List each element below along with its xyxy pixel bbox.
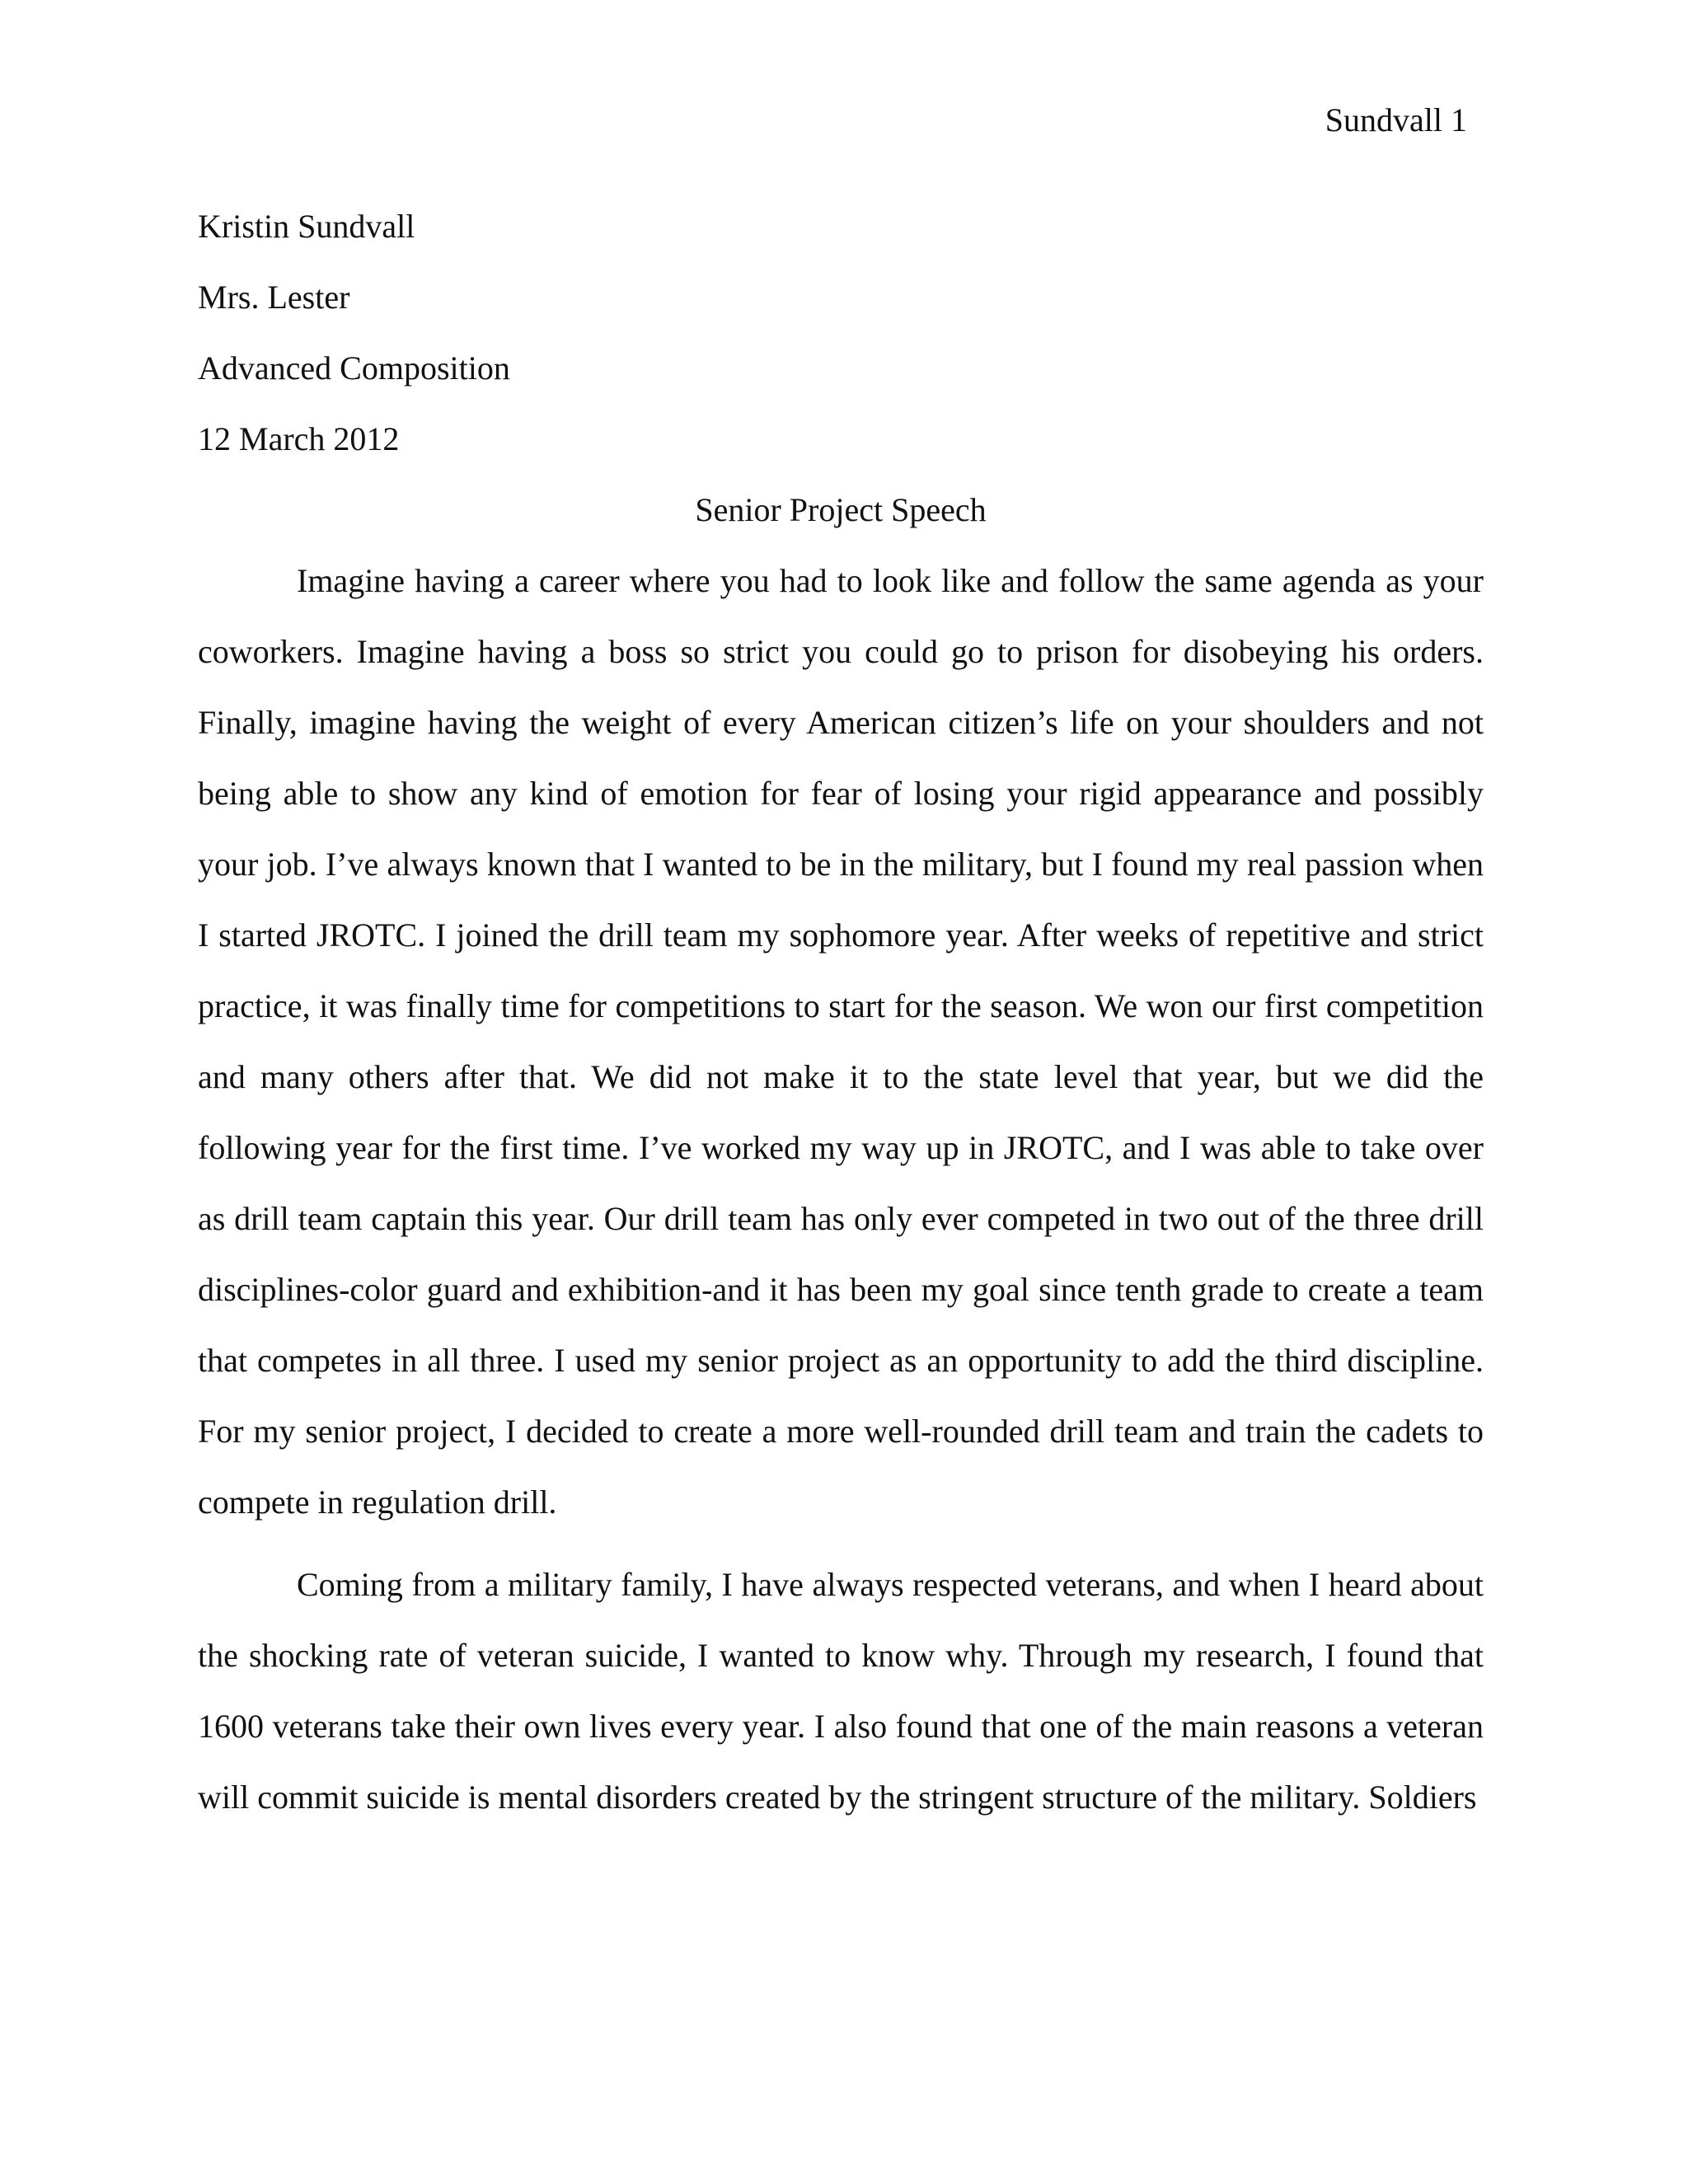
document-body xyxy=(198,191,1484,1833)
document-date: 12 March 2012 xyxy=(198,420,400,457)
running-header: Sundvall 1 xyxy=(1325,101,1467,138)
course-name: Advanced Composition xyxy=(198,349,510,387)
paragraph-2: Coming from a military family, I have always respected veterans, and when I heard about the shocking rate of veteran suicide, I wanted to know why. Through my research, I found that 1600 veterans take their own lives every year. I also found that one of the main reasons a veteran will commit suicide is mental disorders created by the stringent structure of the military. Soldiers xyxy=(198,1566,1484,1816)
author-name: Kristin Sundvall xyxy=(198,208,415,245)
instructor-name: Mrs. Lester xyxy=(198,279,350,316)
paragraph-1: Imagine having a career where you had to look like and follow the same agenda as your coworkers. Imagine having a boss so strict you could go to prison for disobeying his orders. Finally, imagine having the weight of every American citizen’s life on your shoulders and not being able to show any kind of emotion for fear of losing your rigid appearance and possibly your job. I’ve always known that I wanted to be in the military, but I found my real passion when I started JROTC. I joined the drill team my sophomore year. After weeks of repetitive and strict practice, it was finally time for competitions to start for the season. We won our first competition and many others after that. We did not make it to the state level that year, but we did the following year for the first time. I’ve worked my way up in JROTC, and I was able to take over as drill team captain this year. Our drill team has only ever competed in two out of the three drill disciplines-color guard and exhibition-and it has been my goal since tenth grade to create a team that competes in all three. I used my senior project as an opportunity to add the third discipline. For my senior project, I decided to create a more well-rounded drill team and train the cadets to compete in regulation drill. xyxy=(198,562,1484,1521)
paragraph-spacer xyxy=(198,1538,1484,1549)
document-title: Senior Project Speech xyxy=(695,491,987,528)
